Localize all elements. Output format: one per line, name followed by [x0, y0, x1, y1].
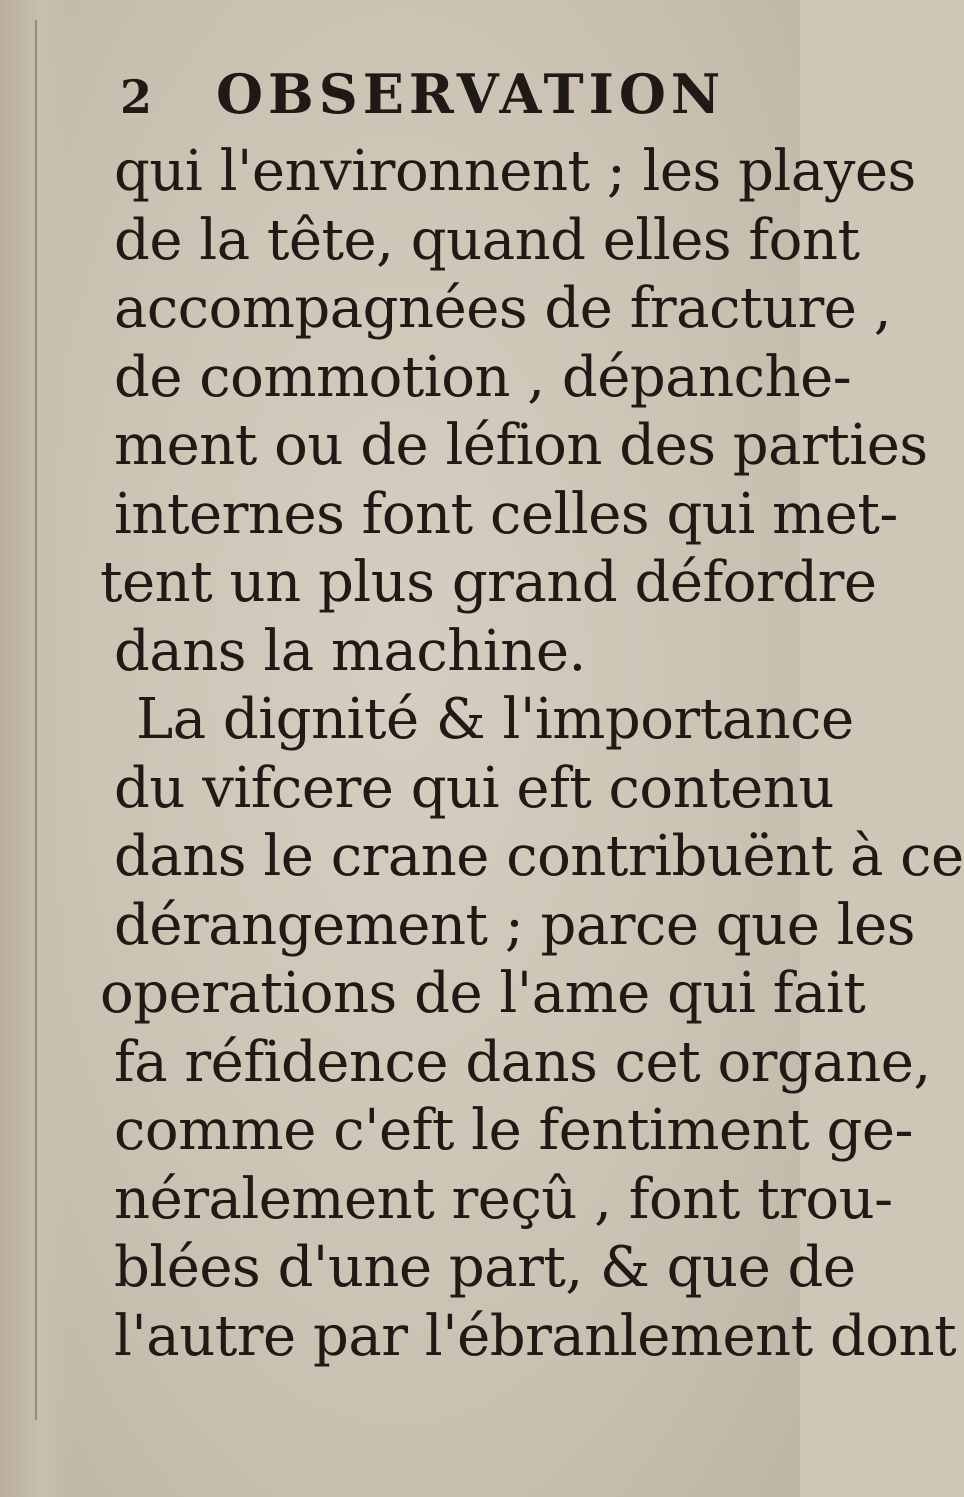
page-number: 2: [120, 70, 153, 124]
text-line: néralement reçû , font trou-: [114, 1166, 893, 1232]
text-line: fa réfidence dans cet organe,: [114, 1029, 931, 1095]
page-edge-line: [35, 20, 37, 1420]
body-text: [98, 138, 964, 1371]
running-head: OBSERVATION: [216, 62, 726, 126]
text-line: internes font celles qui met-: [114, 481, 898, 547]
text-line: dérangement ; parce que les: [114, 892, 915, 958]
text-line: l'autre par l'ébranlement dont: [114, 1303, 957, 1369]
text-line: dans la machine.: [114, 618, 586, 684]
text-line: comme c'eft le fentiment ge-: [114, 1098, 913, 1163]
text-line: de la tête, quand elles font: [114, 207, 860, 273]
text-line: accompagnées de fracture ,: [114, 276, 892, 341]
text-line: de commotion , dépanche-: [114, 344, 852, 410]
text-line: du vifcere qui eft contenu: [114, 755, 834, 821]
text-line: operations de l'ame qui fait: [100, 961, 866, 1026]
text-line: dans le crane contribuënt à ce: [114, 824, 964, 889]
text-line: La dignité & l'importance: [136, 687, 854, 752]
text-line: blées d'une part, & que de: [114, 1235, 856, 1300]
text-line: ment ou de léfion des parties: [114, 413, 928, 478]
text-line: qui l'environnent ; les playes: [114, 139, 916, 204]
page-header: [120, 62, 740, 142]
text-line: tent un plus grand défordre: [100, 550, 877, 615]
